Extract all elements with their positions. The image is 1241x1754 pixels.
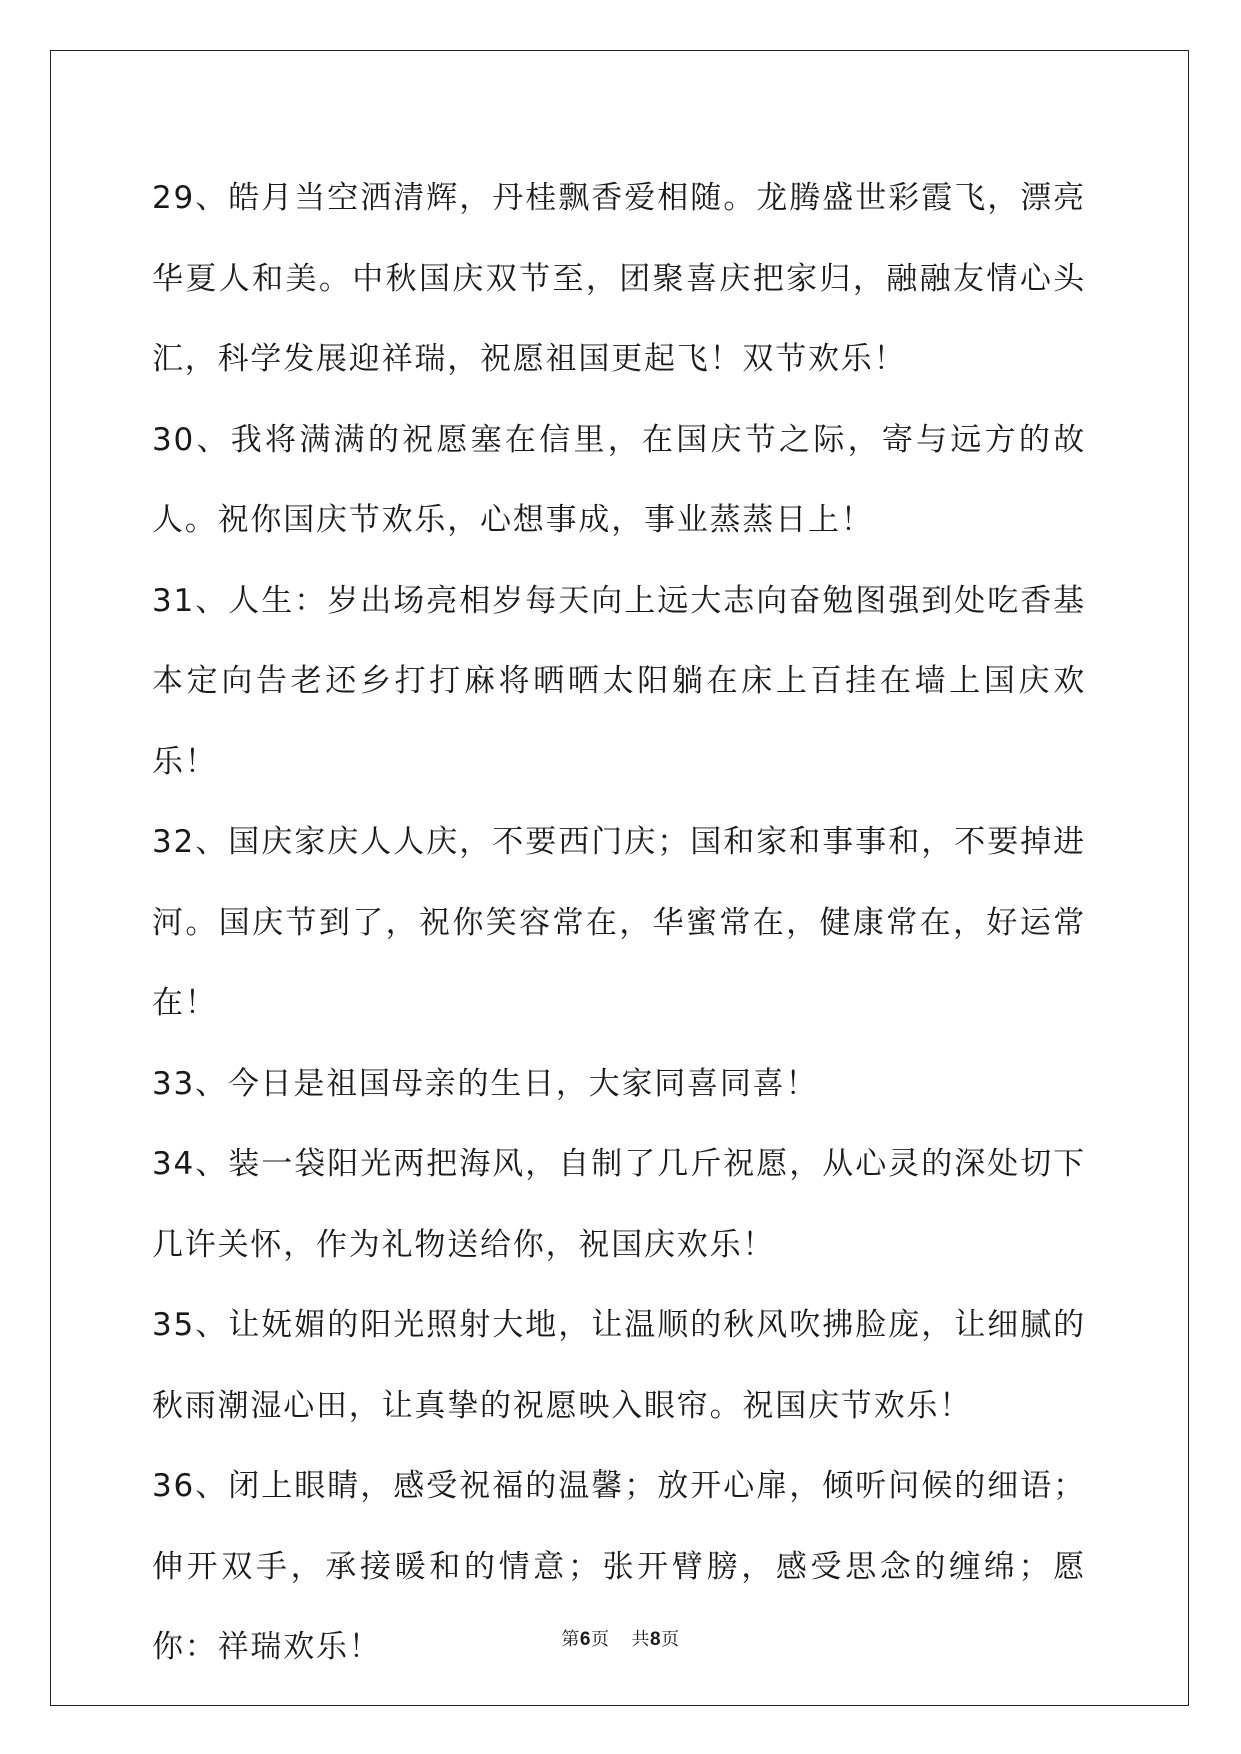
- paragraph-33: 33、今日是祖国母亲的生日，大家同喜同喜！: [152, 1065, 819, 1102]
- page-footer: [0, 1625, 1241, 1651]
- document-body: [152, 158, 1086, 1688]
- page-number: 6: [579, 1629, 591, 1650]
- total-prefix: 共: [631, 1629, 650, 1650]
- paragraph-35: 35、让妩媚的阳光照射大地，让温顺的秋风吹拂脸庞，让细腻的秋雨潮湿心田，让真挚的祝愿映入眼帘。祝国庆节欢乐！: [152, 1307, 1086, 1424]
- page-prefix: 第: [561, 1629, 580, 1650]
- paragraph-36: 36、闭上眼睛，感受祝福的温馨；放开心扉，倾听问候的细语；伸开双手，承接暖和的情意；张开臂膀，感受思念的缠绵；愿你：祥瑞欢乐！: [152, 1468, 1086, 1665]
- paragraph-30: 30、我将满满的祝愿塞在信里，在国庆节之际，寄与远方的故人。祝你国庆节欢乐，心想事成，事业蒸蒸日上！: [152, 421, 1086, 538]
- paragraph-34: 34、装一袋阳光两把海风，自制了几斤祝愿，从心灵的深处切下几许关怀，作为礼物送给你，祝国庆欢乐！: [152, 1146, 1086, 1263]
- paragraph-29: 29、皓月当空洒清辉，丹桂飘香爱相随。龙腾盛世彩霞飞，漂亮华夏人和美。中秋国庆双节至，团聚喜庆把家归，融融友情心头汇，科学发展迎祥瑞，祝愿祖国更起飞！双节欢乐！: [152, 180, 1086, 377]
- paragraph-32: 32、国庆家庆人人庆，不要西门庆；国和家和事事和，不要掉进河。国庆节到了，祝你笑容常在，华蜜常在，健康常在，好运常在！: [152, 824, 1086, 1021]
- total-suffix: 页: [661, 1629, 680, 1650]
- paragraph-31: 31、人生：岁出场亮相岁每天向上远大志向奋勉图强到处吃香基本定向告老还乡打打麻将晒晒太阳躺在床上百挂在墙上国庆欢乐！: [152, 582, 1086, 780]
- page-suffix: 页: [591, 1629, 610, 1650]
- total-pages: 8: [650, 1629, 662, 1650]
